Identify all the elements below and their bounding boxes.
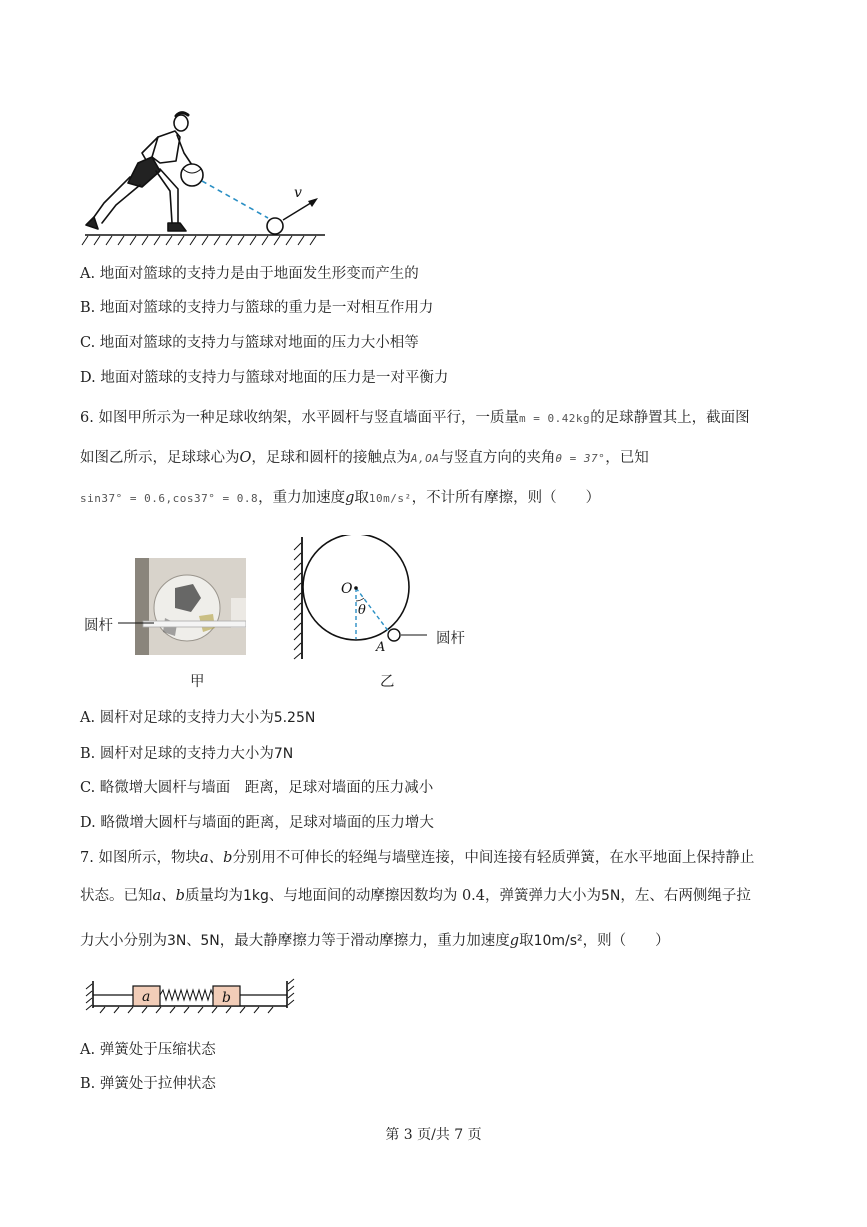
- q6-stem-line2: 如图乙所示，足球球心为O，足球和圆杆的接触点为A,OA与竖直方向的夹角θ = 37°，已知: [80, 450, 649, 466]
- rod-label-left: 圆杆: [84, 618, 113, 634]
- q7-option-b: B. 弹簧处于拉伸状态: [80, 1076, 216, 1092]
- ball-rack-photo: [135, 558, 246, 655]
- contact-label-a: A: [376, 640, 386, 655]
- q7-option-a: A. 弹簧处于压缩状态: [80, 1042, 216, 1058]
- q6-option-d: D. 略微增大圆杆与墙面的距离，足球对墙面的压力增大: [80, 815, 434, 831]
- caption-jia: 甲: [190, 674, 205, 690]
- q6-option-a: A. 圆杆对足球的支持力大小为5.25N: [80, 710, 316, 726]
- rod-label-leader-left: [116, 620, 156, 626]
- rod-in-photo: [143, 621, 246, 627]
- velocity-label: v: [294, 185, 302, 201]
- q6-option-c: C. 略微增大圆杆与墙面 距离，足球对墙面的压力减小: [80, 780, 434, 796]
- q5-option-d: D. 地面对篮球的支持力与篮球对地面的压力是一对平衡力: [80, 370, 449, 386]
- q7-stem-line1: 7. 如图所示，物块a、b分别用不可伸长的轻绳与墙壁连接，中间连接有轻质弹簧，在水平地面上保持静止: [80, 850, 755, 866]
- q5-option-b: B. 地面对篮球的支持力与篮球的重力是一对相互作用力: [80, 300, 434, 316]
- player-figure: [86, 113, 192, 231]
- center-label-o: O: [341, 581, 353, 597]
- q5-option-c: C. 地面对篮球的支持力与篮球对地面的压力大小相等: [80, 335, 419, 351]
- spring: [160, 990, 213, 1000]
- q6-stem-line3: sin37° = 0.6,cos37° = 0.8，重力加速度g取10m/s²，不计所有摩擦，则（ ）: [80, 490, 601, 506]
- rod-cross-section: [388, 629, 400, 641]
- spring-blocks-figure: [85, 976, 295, 1016]
- cross-section-figure: [290, 535, 430, 665]
- rod-label-right: 圆杆: [436, 631, 465, 647]
- block-b-label: b: [222, 990, 231, 1006]
- caption-yi: 乙: [380, 674, 395, 690]
- q5-option-a: A. 地面对篮球的支持力是由于地面发生形变而产生的: [80, 266, 419, 282]
- q7-stem-line2: 状态。已知a、b质量均为1kg、与地面间的动摩擦因数均为 0.4，弹簧弹力大小为5N，左、右两侧绳子拉: [80, 888, 751, 904]
- q7-stem-line3: 力大小分别为3N、5N，最大静摩擦力等于滑动摩擦力，重力加速度g取10m/s²，则（ ）: [80, 933, 670, 949]
- basketball-in-hand: [181, 164, 203, 186]
- block-a-label: a: [142, 989, 151, 1005]
- basketball-figure: [80, 105, 340, 250]
- angle-label-theta: θ: [358, 603, 366, 618]
- ball-on-ground: [267, 218, 283, 234]
- q6-stem-line1: 6. 如图甲所示为一种足球收纳架，水平圆杆与竖直墙面平行，一质量m = 0.42kg的足球静置其上，截面图: [80, 410, 750, 426]
- q6-option-b: B. 圆杆对足球的支持力大小为7N: [80, 746, 294, 762]
- page-footer: 第 3 页/共 7 页: [385, 1127, 482, 1143]
